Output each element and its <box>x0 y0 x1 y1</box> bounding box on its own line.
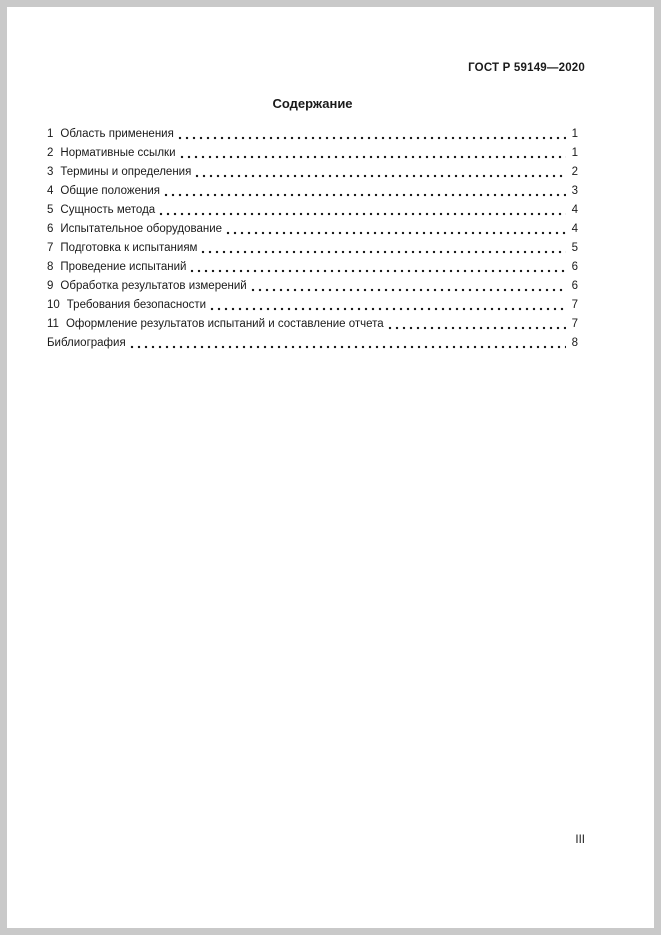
toc-entry-title: Подготовка к испытаниям <box>60 242 198 254</box>
toc-entry-page: 4 <box>571 223 578 235</box>
toc-leader-dots <box>163 182 566 201</box>
toc-entry-page: 6 <box>571 280 578 292</box>
toc-entry-title: Требования безопасности <box>66 299 207 311</box>
toc-entry-number: 5 <box>47 204 54 216</box>
toc-leader-dots <box>177 125 566 144</box>
toc-entry-number: 8 <box>47 261 54 273</box>
toc-entry-title: Сущность метода <box>60 204 156 216</box>
toc-entry-title: Обработка результатов измерений <box>60 280 247 292</box>
toc-entry <box>47 315 578 334</box>
toc-entry <box>47 296 578 315</box>
toc-entry-number: 9 <box>47 280 54 292</box>
toc-entry-page: 3 <box>571 185 578 197</box>
toc-entry <box>47 239 578 258</box>
toc-entry-number: 10 <box>47 299 60 311</box>
toc-leader-dots <box>250 277 566 296</box>
toc-entry <box>47 334 578 353</box>
toc-leader-dots <box>158 201 566 220</box>
toc-entry-page: 4 <box>571 204 578 216</box>
toc-entry-number: 3 <box>47 166 54 178</box>
folio-page-number: III <box>575 834 585 846</box>
document-code: ГОСТ Р 59149—2020 <box>468 62 585 74</box>
toc-leader-dots <box>209 296 566 315</box>
document-header <box>7 58 654 76</box>
toc-entry-number: 4 <box>47 185 54 197</box>
toc-entry-title: Библиография <box>47 337 126 349</box>
document-page <box>7 7 654 928</box>
toc-leader-dots <box>225 220 566 239</box>
toc-entry <box>47 125 578 144</box>
toc-section <box>7 96 654 353</box>
toc-leader-dots <box>200 239 566 258</box>
toc-leader-dots <box>179 144 567 163</box>
toc-entry-page: 6 <box>571 261 578 273</box>
document-footer <box>575 834 585 846</box>
toc-entry-title: Нормативные ссылки <box>60 147 176 159</box>
toc-entry-number: 6 <box>47 223 54 235</box>
toc-entry-number: 2 <box>47 147 54 159</box>
toc-entry-title: Область применения <box>60 128 174 140</box>
toc-entry-title: Термины и определения <box>60 166 192 178</box>
toc-entry-page: 5 <box>571 242 578 254</box>
toc-entry <box>47 163 578 182</box>
toc-entry-page: 2 <box>571 166 578 178</box>
toc-leader-dots <box>387 315 566 334</box>
toc-leader-dots <box>129 334 566 353</box>
toc-title: Содержание <box>272 96 353 111</box>
toc-entry <box>47 220 578 239</box>
toc-entry-title: Оформление результатов испытаний и составление отчета <box>65 318 384 330</box>
toc-entry-number: 7 <box>47 242 54 254</box>
toc-entry <box>47 258 578 277</box>
toc-entry <box>47 201 578 220</box>
toc-entry-title: Испытательное оборудование <box>60 223 223 235</box>
toc-entry <box>47 277 578 296</box>
toc-entry-page: 1 <box>571 147 578 159</box>
toc-leader-dots <box>194 163 566 182</box>
toc-entry-page: 1 <box>571 128 578 140</box>
toc-entry-page: 7 <box>571 299 578 311</box>
toc-entry-title: Общие положения <box>60 185 160 197</box>
toc-entry-title: Проведение испытаний <box>60 261 187 273</box>
toc-entry-number: 11 <box>47 318 59 330</box>
toc-entry-page: 7 <box>571 318 578 330</box>
toc-list <box>47 125 578 353</box>
toc-leader-dots <box>189 258 566 277</box>
toc-entry-page: 8 <box>571 337 578 349</box>
toc-entry-number: 1 <box>47 128 54 140</box>
toc-entry <box>47 182 578 201</box>
toc-entry <box>47 144 578 163</box>
